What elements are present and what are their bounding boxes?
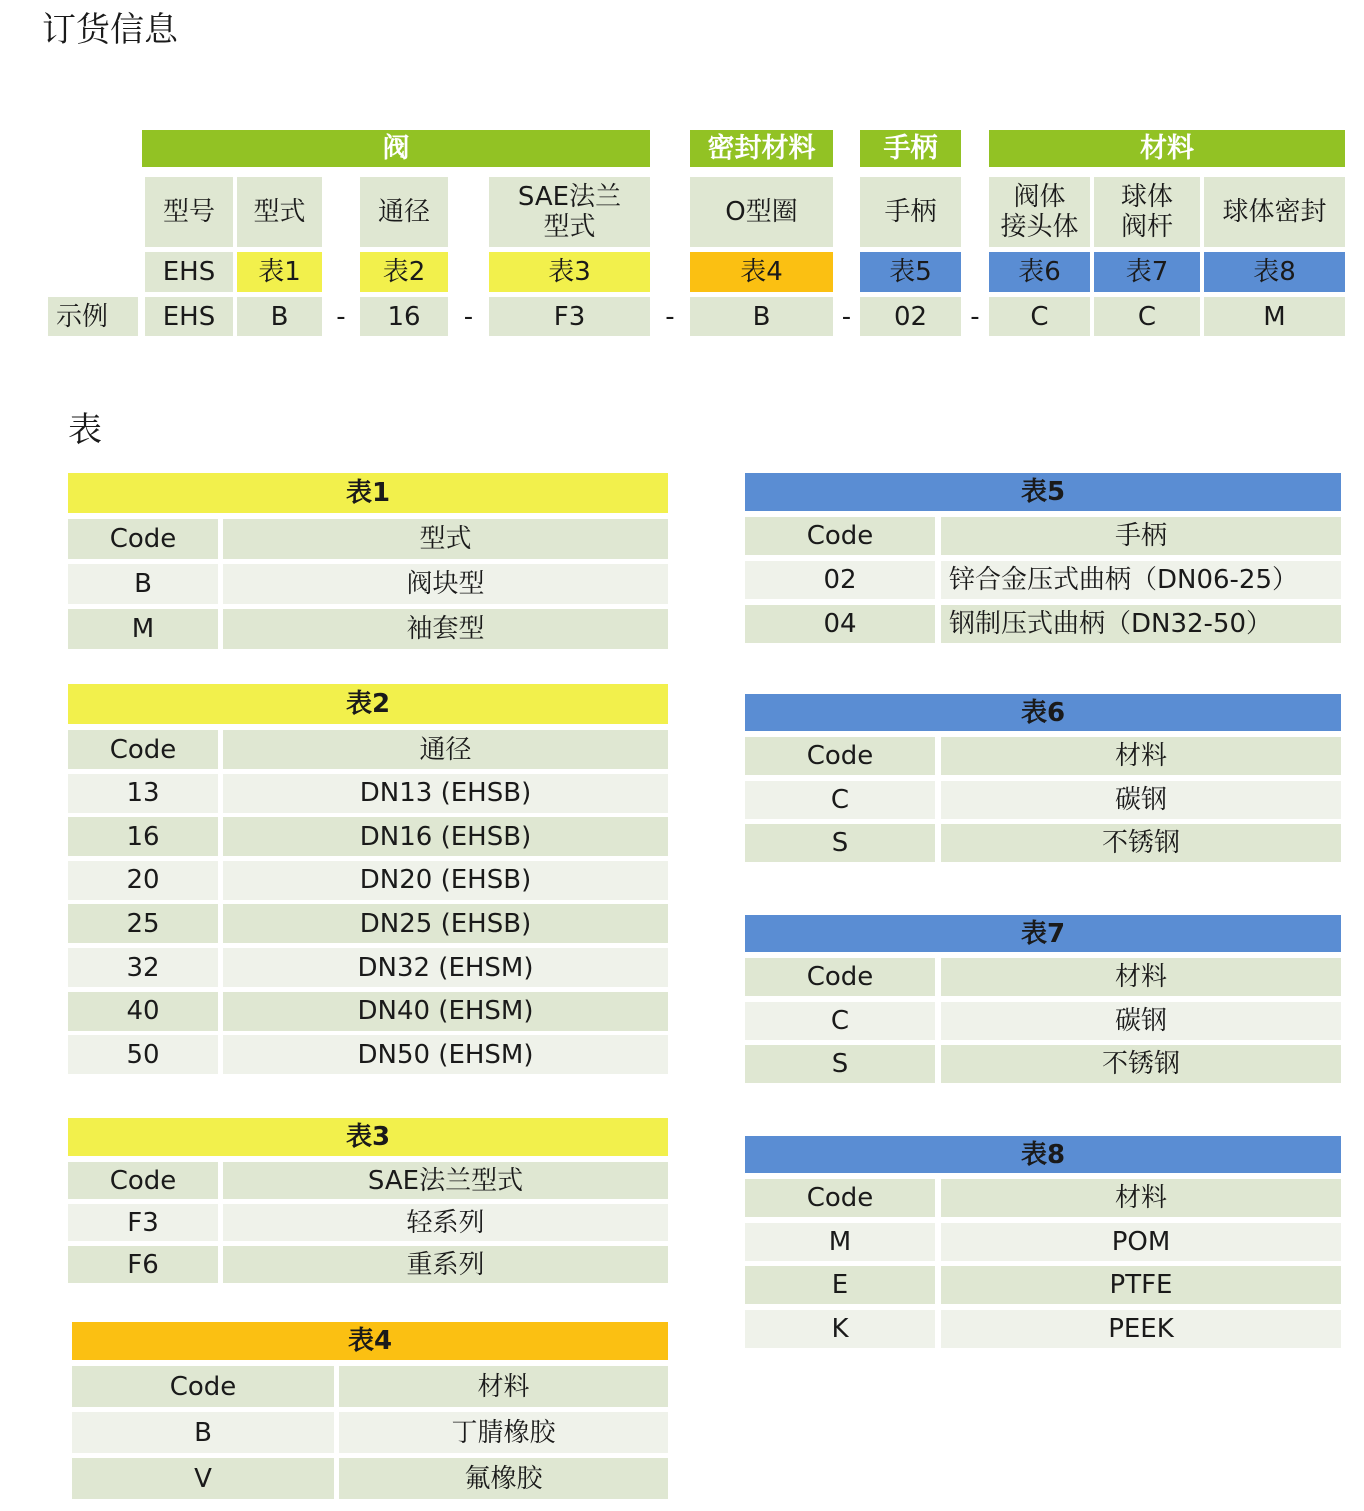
- header-type: 型式: [237, 177, 322, 247]
- example-ball: C: [1094, 297, 1200, 336]
- table3-title: 表3: [68, 1118, 668, 1156]
- table2-col-code: Code: [68, 730, 218, 769]
- table5-row-code: 02: [745, 561, 935, 599]
- table2-row-code: 32: [68, 948, 218, 987]
- table6-row-code: S: [745, 824, 935, 862]
- table8-row-code: K: [745, 1310, 935, 1348]
- table2-row-code: 50: [68, 1035, 218, 1074]
- header-ball: [1094, 177, 1200, 247]
- table5-col-code: Code: [745, 517, 935, 555]
- ref-model: EHS: [145, 252, 233, 292]
- table6-col-code: Code: [745, 737, 935, 775]
- table6-col-desc: 材料: [941, 737, 1341, 775]
- ref-bore: 表2: [360, 252, 448, 292]
- table3-col-code: Code: [68, 1162, 218, 1199]
- example-bore: 16: [360, 297, 448, 336]
- table8-title: 表8: [745, 1136, 1341, 1173]
- ref-type: 表1: [237, 252, 322, 292]
- table3-row-code: F3: [68, 1204, 218, 1241]
- example-oring: B: [690, 297, 833, 336]
- table1-row-desc: 袖套型: [223, 609, 668, 649]
- table8-row-code: E: [745, 1266, 935, 1304]
- table8-col-code: Code: [745, 1179, 935, 1217]
- example-ballseal: M: [1204, 297, 1345, 336]
- ref-body: 表6: [989, 252, 1090, 292]
- example-type: B: [237, 297, 322, 336]
- table2-row-desc: DN32 (EHSM): [223, 948, 668, 987]
- table7-col-desc: 材料: [941, 958, 1341, 996]
- example-sep-3: -: [665, 301, 675, 332]
- table8-row-desc: PEEK: [941, 1310, 1341, 1348]
- header-sae-line2: 型式: [543, 212, 596, 242]
- group-handle: 手柄: [860, 130, 961, 167]
- header-body-line1: 阀体: [1013, 182, 1066, 212]
- example-sep-2: -: [463, 301, 474, 332]
- table5-row-code: 04: [745, 605, 935, 643]
- table5-col-desc: 手柄: [941, 517, 1341, 555]
- table6-row-desc: 不锈钢: [941, 824, 1341, 862]
- table1-row-code: M: [68, 609, 218, 649]
- header-ballseal: 球体密封: [1204, 177, 1345, 247]
- table2-col-desc: 通径: [223, 730, 668, 769]
- table7-row-desc: 碳钢: [941, 1002, 1341, 1040]
- table1-row-desc: 阀块型: [223, 564, 668, 604]
- table2-row-code: 25: [68, 904, 218, 943]
- group-seal: 密封材料: [690, 130, 833, 167]
- table4-row-code: B: [72, 1412, 334, 1453]
- header-bore: 通径: [360, 177, 448, 247]
- table4-row-desc: 氟橡胶: [339, 1458, 668, 1499]
- tables-title: 表: [68, 410, 102, 450]
- table8-row-desc: POM: [941, 1223, 1341, 1261]
- header-sae: [489, 177, 650, 247]
- table1-row-code: B: [68, 564, 218, 604]
- table2-title: 表2: [68, 684, 668, 724]
- ref-handle: 表5: [860, 252, 961, 292]
- table6-row-desc: 碳钢: [941, 781, 1341, 819]
- example-label: 示例: [48, 297, 138, 336]
- table3-row-desc: 轻系列: [223, 1204, 668, 1241]
- table4-col-desc: 材料: [339, 1366, 668, 1407]
- table1-col-code: Code: [68, 519, 218, 559]
- table8-row-desc: PTFE: [941, 1266, 1341, 1304]
- header-oring: O型圈: [690, 177, 833, 247]
- example-sep-1: -: [336, 301, 346, 332]
- table2-row-desc: DN40 (EHSM): [223, 992, 668, 1031]
- table2-row-code: 40: [68, 992, 218, 1031]
- table7-col-code: Code: [745, 958, 935, 996]
- header-body-line2: 接头体: [1000, 212, 1079, 242]
- table6-title: 表6: [745, 694, 1341, 731]
- group-material: 材料: [989, 130, 1345, 167]
- table4-title: 表4: [72, 1322, 668, 1360]
- ref-sae: 表3: [489, 252, 650, 292]
- table5-row-desc: 锌合金压式曲柄（DN06-25）: [941, 561, 1341, 599]
- header-body: [989, 177, 1090, 247]
- table3-row-desc: 重系列: [223, 1246, 668, 1283]
- table2-row-desc: DN25 (EHSB): [223, 904, 668, 943]
- table1-title: 表1: [68, 473, 668, 513]
- table2-row-code: 16: [68, 817, 218, 856]
- group-valve: 阀: [142, 130, 650, 167]
- example-sep-4: -: [841, 301, 852, 332]
- table2-row-code: 20: [68, 861, 218, 900]
- example-sae: F3: [489, 297, 650, 336]
- page-title: 订货信息: [42, 10, 178, 50]
- table8-col-desc: 材料: [941, 1179, 1341, 1217]
- table3-row-code: F6: [68, 1246, 218, 1283]
- example-model: EHS: [145, 297, 233, 336]
- table8-row-code: M: [745, 1223, 935, 1261]
- table2-row-code: 13: [68, 774, 218, 813]
- ref-ballseal: 表8: [1204, 252, 1345, 292]
- table2-row-desc: DN13 (EHSB): [223, 774, 668, 813]
- table7-row-code: S: [745, 1045, 935, 1083]
- header-sae-line1: SAE法兰: [517, 182, 622, 212]
- ref-oring: 表4: [690, 252, 833, 292]
- table3-col-desc: SAE法兰型式: [223, 1162, 668, 1199]
- header-handle: 手柄: [860, 177, 961, 247]
- table7-row-code: C: [745, 1002, 935, 1040]
- ref-ball: 表7: [1094, 252, 1200, 292]
- table6-row-code: C: [745, 781, 935, 819]
- table5-title: 表5: [745, 473, 1341, 511]
- table2-row-desc: DN20 (EHSB): [223, 861, 668, 900]
- table5-row-desc: 钢制压式曲柄（DN32-50）: [941, 605, 1341, 643]
- header-ball-line2: 阀杆: [1120, 212, 1173, 242]
- example-handle: 02: [860, 297, 961, 336]
- example-sep-5: -: [970, 301, 980, 332]
- table7-title: 表7: [745, 915, 1341, 952]
- table4-row-desc: 丁腈橡胶: [339, 1412, 668, 1453]
- table7-row-desc: 不锈钢: [941, 1045, 1341, 1083]
- table4-row-code: V: [72, 1458, 334, 1499]
- table2-row-desc: DN16 (EHSB): [223, 817, 668, 856]
- table2-row-desc: DN50 (EHSM): [223, 1035, 668, 1074]
- table1-col-desc: 型式: [223, 519, 668, 559]
- header-ball-line1: 球体: [1120, 182, 1173, 212]
- table4-col-code: Code: [72, 1366, 334, 1407]
- example-body: C: [989, 297, 1090, 336]
- header-model: 型号: [145, 177, 233, 247]
